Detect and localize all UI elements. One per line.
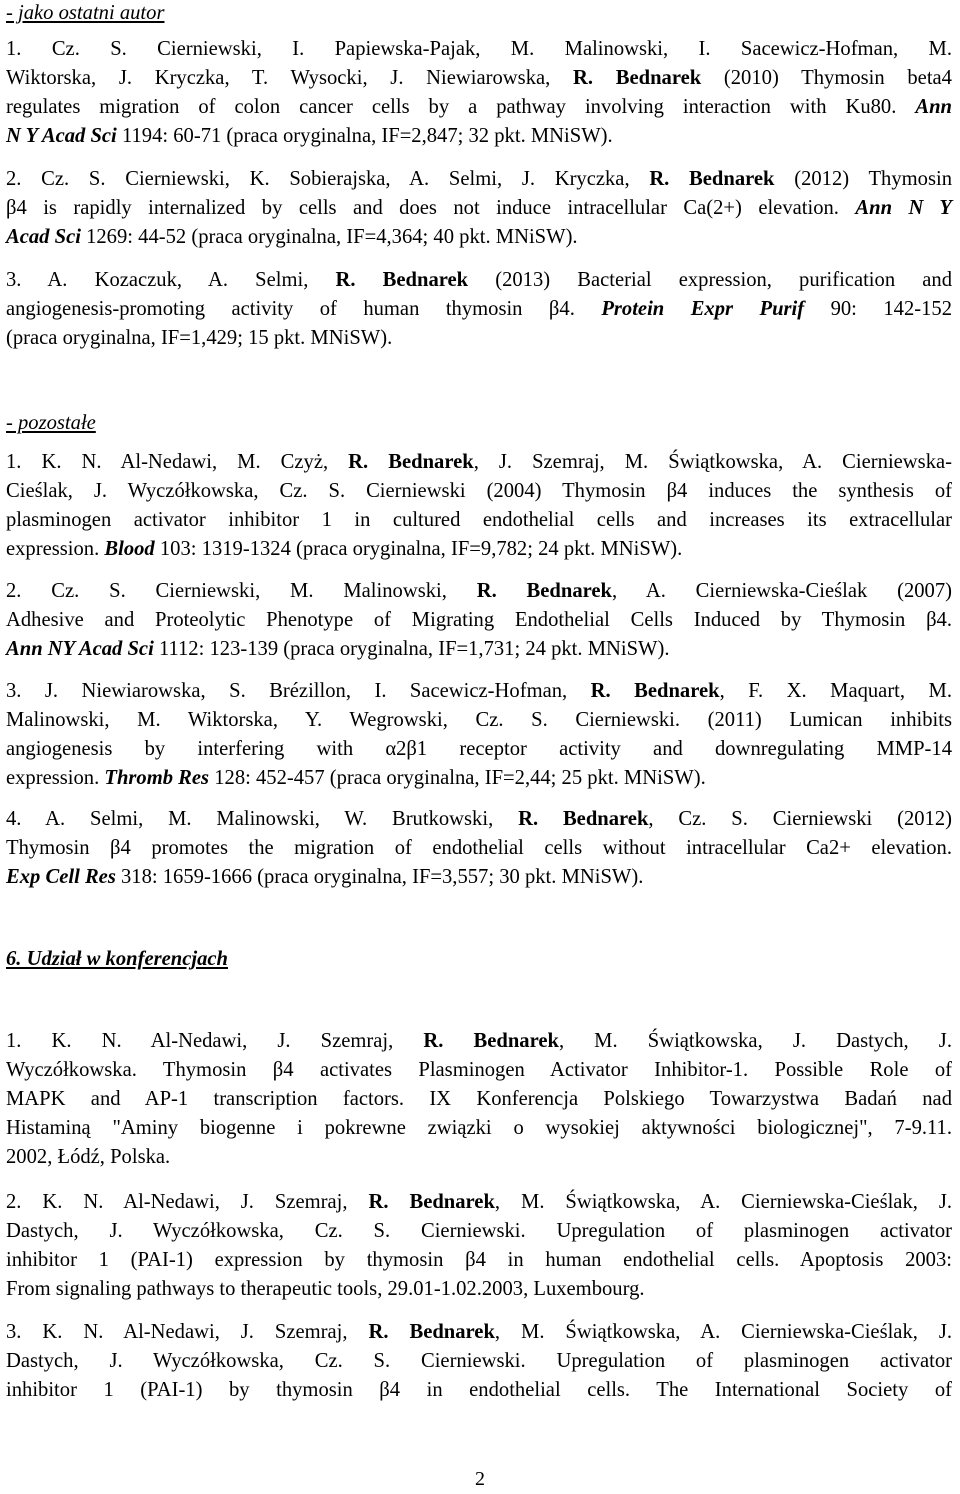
text-line — [6, 1275, 952, 1304]
text-run: 2002, Łódź, Polska. — [6, 1146, 171, 1168]
text-run: 2. K. N. Al-Nedawi, J. Szemraj, — [6, 1191, 369, 1213]
text-run: MAPK and AP-1 transcription factors. IX Konferencja Polskiego Towarzystwa Badań nad — [6, 1088, 952, 1110]
text-run: , J. Szemraj, M. Świątkowska, A. Cierniewska- — [473, 451, 952, 473]
text-run: 1. K. N. Al-Nedawi, J. Szemraj, — [6, 1030, 424, 1052]
text-line — [6, 1143, 952, 1172]
text-run: inhibitor 1 (PAI-1) expression by thymosin β4 in human endothelial cells. Apoptosis 2003: — [6, 1249, 952, 1271]
text-run: From signaling pathways to therapeutic tools, 29.01-1.02.2003, Luxembourg. — [6, 1278, 645, 1300]
publication-item — [6, 677, 952, 793]
text-run: 3. K. N. Al-Nedawi, J. Szemraj, — [6, 1321, 369, 1343]
journal-name: Thromb Res — [104, 767, 210, 789]
text-run: , Cz. S. Cierniewski (2012) — [648, 808, 953, 830]
text-run: Dastych, J. Wyczółkowska, Cz. S. Cierniewski. Upregulation of plasminogen activator — [6, 1220, 952, 1242]
text-run: , M. Świątkowska, J. Dastych, J. — [558, 1030, 952, 1052]
text-run: 1. K. N. Al-Nedawi, M. Czyż, — [6, 451, 349, 473]
text-line — [6, 1114, 952, 1143]
author-name-bold: R. Bednarek — [368, 1191, 495, 1213]
text-line — [6, 1376, 952, 1405]
author-name-bold: R. Bednarek — [590, 680, 720, 702]
publication-item — [6, 448, 952, 564]
publication-item — [6, 577, 952, 664]
text-run: plasminogen activator inhibitor 1 in cultured endothelial cells and increases its extracellular — [6, 509, 952, 531]
author-name-bold: R. Bednarek — [573, 67, 702, 89]
text-run: , F. X. Maquart, M. — [719, 680, 952, 702]
journal-name: Acad Sci — [6, 226, 81, 248]
text-run: Histaminą "Aminy biogenne i pokrewne związki o wysokiej aktywności biologicznej", 7-9.11. — [6, 1117, 952, 1139]
text-line — [6, 834, 952, 863]
text-line — [6, 1027, 952, 1056]
text-line — [6, 764, 952, 793]
text-line — [6, 266, 952, 295]
author-name-bold: R. Bednarek — [368, 1321, 495, 1343]
text-line — [6, 1347, 952, 1376]
conference-item — [6, 1027, 952, 1172]
text-run: β4 is rapidly internalized by cells and does not induce intracellular Ca(2+) elevation. — [6, 197, 856, 219]
text-line — [6, 535, 952, 564]
conference-item — [6, 1318, 952, 1405]
text-run: , M. Świątkowska, A. Cierniewska-Cieślak, J. — [494, 1321, 952, 1343]
text-line — [6, 506, 952, 535]
text-line — [6, 223, 952, 252]
text-line — [6, 1188, 952, 1217]
text-line — [6, 1246, 952, 1275]
author-name-bold: R. Bednarek — [348, 451, 474, 473]
text-run: 1269: 44-52 (praca oryginalna, IF=4,364; 40 pkt. MNiSW). — [80, 226, 578, 248]
text-line — [6, 706, 952, 735]
journal-name: Ann NY Acad Sci — [6, 638, 154, 660]
text-run: (2012) Thymosin — [774, 168, 952, 190]
text-run: Adhesive and Proteolytic Phenotype of Migrating Endothelial Cells Induced by Thymosin β4. — [6, 609, 952, 631]
journal-name: Ann N Y — [855, 197, 952, 219]
text-run: expression. — [6, 538, 105, 560]
publication-item — [6, 165, 952, 252]
text-line — [6, 165, 952, 194]
text-line — [6, 735, 952, 764]
text-run: (praca oryginalna, IF=1,429; 15 pkt. MNiSW). — [6, 327, 393, 349]
text-run: 90: 142-152 — [804, 298, 952, 320]
text-line — [6, 1085, 952, 1114]
text-line — [6, 1056, 952, 1085]
text-run: Malinowski, M. Wiktorska, Y. Wegrowski, Cz. S. Cierniewski. (2011) Lumican inhibits — [6, 709, 952, 731]
text-run: (2010) Thymosin beta4 — [701, 67, 952, 89]
text-run: 1. Cz. S. Cierniewski, I. Papiewska-Pajak, M. Malinowski, I. Sacewicz-Hofman, M. — [6, 38, 952, 60]
text-run: 3. A. Kozaczuk, A. Selmi, — [6, 269, 336, 291]
text-run: Thymosin β4 promotes the migration of endothelial cells without intracellular Ca2+ elevation. — [6, 837, 952, 859]
publication-item — [6, 805, 952, 892]
text-line — [6, 64, 952, 93]
text-run: expression. — [6, 767, 105, 789]
section-heading-other: - pozostałe — [6, 412, 96, 434]
text-run: 318: 1659-1666 (praca oryginalna, IF=3,557; 30 pkt. MNiSW). — [115, 866, 644, 888]
text-run: (2013) Bacterial expression, purification and — [468, 269, 952, 291]
text-run: 1194: 60-71 (praca oryginalna, IF=2,847; 32 pkt. MNiSW). — [116, 125, 613, 147]
text-run: 2. Cz. S. Cierniewski, M. Malinowski, — [6, 580, 477, 602]
text-line — [6, 122, 952, 151]
journal-name: Blood — [104, 538, 155, 560]
text-run: 103: 1319-1324 (praca oryginalna, IF=9,782; 24 pkt. MNiSW). — [154, 538, 683, 560]
section-heading-conferences: 6. Udział w konferencjach — [6, 948, 228, 970]
text-line — [6, 477, 952, 506]
journal-name: Exp Cell Res — [6, 866, 116, 888]
text-run: Cieślak, J. Wyczółkowska, Cz. S. Cierniewski (2004) Thymosin β4 induces the synthesis of — [6, 480, 952, 502]
text-run: Wyczółkowska. Thymosin β4 activates Plasminogen Activator Inhibitor-1. Possible Role of — [6, 1059, 952, 1081]
text-run: angiogenesis-promoting activity of human thymosin β4. — [6, 298, 602, 320]
text-run: 3. J. Niewiarowska, S. Brézillon, I. Sacewicz-Hofman, — [6, 680, 591, 702]
text-run: angiogenesis by interfering with α2β1 receptor activity and downregulating MMP-14 — [6, 738, 952, 760]
text-line — [6, 324, 952, 353]
text-line — [6, 1217, 952, 1246]
text-line — [6, 1318, 952, 1347]
journal-name: Ann — [915, 96, 952, 118]
text-line — [6, 35, 952, 64]
text-run: 1112: 123-139 (praca oryginalna, IF=1,731; 24 pkt. MNiSW). — [153, 638, 670, 660]
text-line — [6, 863, 952, 892]
text-line — [6, 93, 952, 122]
text-run: inhibitor 1 (PAI-1) by thymosin β4 in endothelial cells. The International Society of — [6, 1379, 952, 1401]
text-line — [6, 677, 952, 706]
text-line — [6, 635, 952, 664]
text-line — [6, 194, 952, 223]
text-run: , M. Świątkowska, A. Cierniewska-Cieślak, J. — [494, 1191, 952, 1213]
author-name-bold: R. Bednarek — [649, 168, 775, 190]
publication-item — [6, 35, 952, 151]
text-run: 2. Cz. S. Cierniewski, K. Sobierajska, A. Selmi, J. Kryczka, — [6, 168, 650, 190]
text-run: regulates migration of colon cancer cells by a pathway involving interaction with Ku80. — [6, 96, 916, 118]
text-line — [6, 295, 952, 324]
text-line — [6, 606, 952, 635]
author-name-bold: R. Bednarek — [518, 808, 649, 830]
text-line — [6, 577, 952, 606]
text-run: Dastych, J. Wyczółkowska, Cz. S. Cierniewski. Upregulation of plasminogen activator — [6, 1350, 952, 1372]
text-run: Wiktorska, J. Kryczka, T. Wysocki, J. Niewiarowska, — [6, 67, 573, 89]
journal-name: N Y Acad Sci — [6, 125, 117, 147]
text-line — [6, 448, 952, 477]
author-name-bold: R. Bednarek — [423, 1030, 559, 1052]
text-run: , A. Cierniewska-Cieślak (2007) — [612, 580, 952, 602]
journal-name: Protein Expr Purif — [601, 298, 805, 320]
author-name-bold: R. Bednarek — [476, 580, 612, 602]
text-run: 128: 452-457 (praca oryginalna, IF=2,44; 25 pkt. MNiSW). — [209, 767, 706, 789]
publication-item — [6, 266, 952, 353]
text-run: 4. A. Selmi, M. Malinowski, W. Brutkowski, — [6, 808, 519, 830]
author-name-bold: R. Bednarek — [335, 269, 469, 291]
section-heading-last-author: - jako ostatni autor — [6, 2, 165, 24]
page-number: 2 — [475, 1468, 485, 1490]
text-line — [6, 805, 952, 834]
conference-item — [6, 1188, 952, 1304]
